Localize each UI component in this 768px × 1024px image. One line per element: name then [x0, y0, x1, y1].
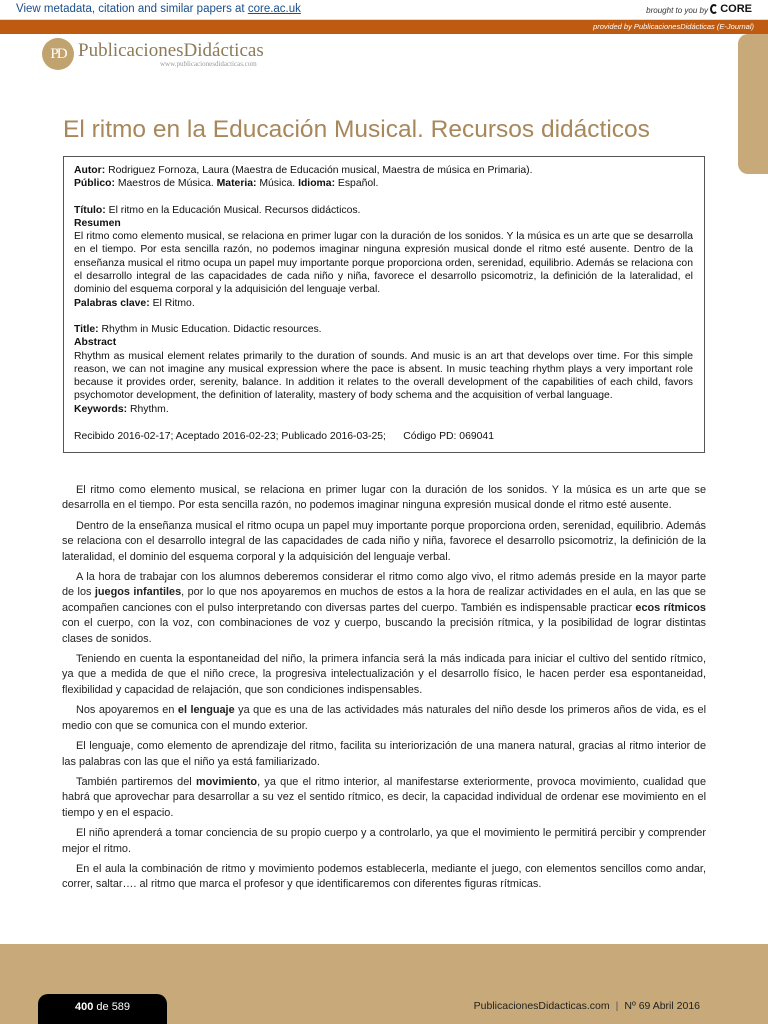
body-paragraph: El niño aprenderá a tomar conciencia de su propio cuerpo y a controlarlo, ya que el movimiento le permitirá percibir y comprender mejor el ritmo.	[62, 827, 706, 855]
provided-by-text: provided by PublicacionesDidácticas (E-Journal)	[593, 22, 754, 31]
english-title-label: Title:	[74, 323, 99, 335]
author-value: Rodriguez Fornoza, Laura (Maestra de Educación musical, Maestra de música en Primaria).	[108, 165, 533, 176]
resumen-text: El ritmo como elemento musical, se relaciona en primer lugar con la duración de los sonidos. Y la música es un arte que se desarrolla en el tiempo. Por esta sencilla razón, no podemos imaginar ninguna expresión musical donde el ritmo esté ausente. Dentro de la enseñanza musical el ritmo ocupa un papel muy importante porque proporciona orden, serenidad, equilibrio. Además se relaciona con el desarrollo integral de las capacidades de cada niño y niña, favorece el desarrollo psicomotriz, la definición de la lateralidad, el dominio del esquema corporal y la adquisición del lenguaje verbal.	[74, 231, 693, 296]
body-paragraph: Nos apoyaremos en el lenguaje ya que es una de las actividades más naturales del niño desde los primeros años de vida, es el medio con que se comunica con el mundo exterior.	[62, 704, 706, 732]
body-paragraph: El ritmo como elemento musical, se relaciona en primer lugar con la duración de los sonidos. Y la música es un arte que se desarrolla en el tiempo. Por esta sencilla razón, no podemos imaginar ninguna expresión musical donde el ritmo esté ausente.	[62, 484, 706, 512]
publisher-url: www.publicacionesdidacticas.com	[160, 59, 257, 68]
dates-text: Recibido 2016-02-17; Aceptado 2016-02-23; Publicado 2016-03-25;	[74, 431, 386, 443]
body-paragraph: A la hora de trabajar con los alumnos deberemos considerar el ritmo como algo vivo, el ritmo además preside en la mayor parte de los juegos infantiles, por lo que nos apoyaremos en muchos de estos a la hora de realizar actividades en el aula, en las que se acompañen canciones con el pulso interpretando con diversas partes del cuerpo. También es indispensable practicar ecos rítmicos con el cuerpo, con la voz, con combinaciones de voz y cuerpo, buscando la precisión rítmica, y la posibilidad de lograr distintas clases de sonidos.	[62, 571, 706, 645]
abstract-heading: Abstract	[74, 337, 117, 349]
spanish-title-value: El ritmo en la Educación Musical. Recursos didácticos.	[108, 204, 361, 216]
publisher-logo-icon: PD	[42, 38, 74, 70]
language-value: Español.	[337, 178, 379, 190]
page-current: 400	[74, 1001, 94, 1013]
provided-by-bar	[0, 20, 768, 34]
pd-code: Código PD: 069041	[403, 431, 494, 443]
article-info-box	[63, 156, 705, 453]
footer-issue: Nº 69 Abril 2016	[624, 1000, 700, 1012]
audience-label: Público:	[74, 178, 115, 190]
keywords-en-label: Keywords:	[74, 403, 128, 415]
emphasis-lenguaje: el lenguaje	[177, 704, 235, 717]
page-de: de	[96, 1001, 109, 1013]
audience-line	[74, 177, 693, 190]
page-total: 589	[111, 1001, 131, 1013]
body-paragraph: También partiremos del movimiento, ya que el ritmo interior, al manifestarse exteriormente, provoca movimiento, cualidad que habrá que aprovechar para desarrollar a su vez el sentido rítmico, es decir, la capacidad individual de ordenar ese movimiento en el tiempo y en el espacio.	[62, 775, 706, 819]
keywords-es-line	[74, 297, 693, 310]
spanish-title-label: Título:	[74, 204, 106, 216]
footer-publication-info	[474, 1000, 700, 1012]
abstract-text: Rhythm as musical element relates primarily to the duration of sounds. And music is an art that develops over time. For this simple reason, we can not imagine any musical expression where the pace is absent. In music teaching rhythm plays a very important role because it provides order, serenity, balance. In addition it relates to the overall development of the capabilities of each child, favors psychomotor development, the definition of laterality, mastery of body schema and the acquisition of verbal language.	[74, 350, 693, 402]
article-title: El ritmo en la Educación Musical. Recursos didácticos	[63, 116, 650, 143]
english-title-line	[74, 323, 693, 336]
language-label: Idioma:	[298, 178, 336, 190]
spanish-title-line	[74, 204, 693, 217]
footer-site: PublicacionesDidacticas.com	[473, 1000, 610, 1012]
publisher-logo	[42, 38, 264, 70]
body-paragraph: Dentro de la enseñanza musical el ritmo ocupa un papel muy importante porque proporciona orden, serenidad, equilibrio. Además se relaciona con el desarrollo integral de las capacidades de cada niño y niña, favorece el desarrollo psicomotriz, la definición de la lateralidad, el dominio del esquema corporal y la adquisición del lenguaje verbal.	[62, 519, 706, 563]
core-logo-text: CORE	[720, 3, 752, 15]
english-title-value: Rhythm in Music Education. Didactic resources.	[101, 323, 322, 335]
subject-label: Materia:	[216, 178, 257, 190]
brought-to-you-text: brought to you by	[646, 6, 708, 15]
keywords-es-value: El Ritmo.	[152, 297, 195, 309]
article-body	[62, 483, 706, 898]
author-label: Autor:	[74, 165, 106, 176]
core-banner	[0, 0, 768, 20]
resumen-heading: Resumen	[74, 217, 121, 229]
emphasis-ecos: ecos rítmicos	[635, 601, 706, 614]
core-metadata-notice	[16, 3, 301, 15]
core-link[interactable]: core.ac.uk	[247, 3, 301, 15]
emphasis-juegos: juegos infantiles	[94, 586, 182, 599]
side-tab-decoration	[738, 34, 768, 174]
audience-value: Maestros de Música.	[117, 178, 214, 190]
dates-line	[74, 430, 693, 443]
core-logo[interactable]	[710, 3, 752, 15]
core-logo-icon	[710, 4, 718, 14]
core-metadata-text: View metadata, citation and similar papers at	[16, 3, 245, 15]
keywords-en-value: Rhythm.	[130, 403, 169, 415]
body-paragraph: El lenguaje, como elemento de aprendizaje del ritmo, facilita su interiorización de una manera natural, gracias al ritmo interior de las palabras con las que el niño ya está familiarizado.	[62, 740, 706, 768]
author-line	[74, 164, 693, 177]
emphasis-movimiento: movimiento	[195, 775, 258, 788]
keywords-en-line	[74, 403, 693, 416]
publisher-name: PublicacionesDidácticas	[78, 39, 264, 61]
body-paragraph: Teniendo en cuenta la espontaneidad del niño, la primera infancia será la más indicada para iniciar el cultivo del sentido rítmico, ya que a medida de que el niño crece, la progresiva intelectualización y el desarrollo físico, le hacen perder esa espontaneidad, flexibilidad y capacidad de relajación, que son condiciones indispensables.	[62, 653, 706, 696]
keywords-es-label: Palabras clave:	[74, 297, 150, 309]
footer-separator: |	[615, 1000, 619, 1012]
page-number-tab	[38, 994, 167, 1024]
body-paragraph: En el aula la combinación de ritmo y movimiento podemos establecerla, mediante el juego, con elementos sencillos como andar, correr, saltar…. al ritmo que marca el profesor y que identificaremos con diferentes figuras rítmicas.	[62, 862, 706, 891]
subject-value: Música.	[259, 178, 296, 190]
